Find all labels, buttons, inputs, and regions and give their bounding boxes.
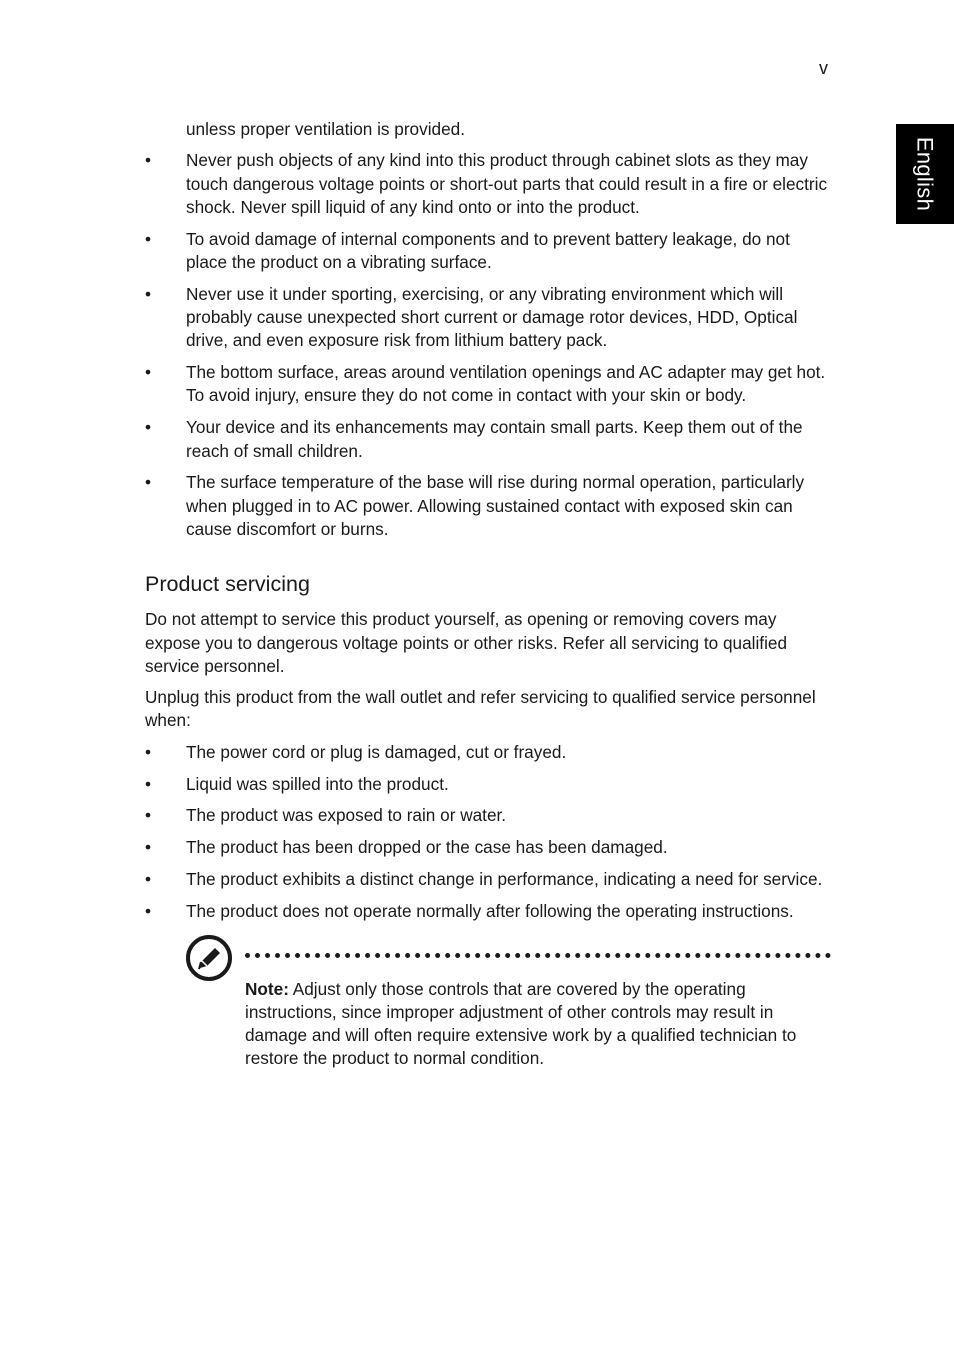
safety-bullet-list: [145, 149, 835, 541]
note-body: Adjust only those controls that are covered by the operating instructions, since improper adjustment of other controls may result in damage and will often require extensive work by a qualified technician to restore the product to normal condition.: [245, 978, 797, 1069]
list-item-text: Liquid was spilled into the product.: [186, 773, 449, 794]
note-box: [145, 932, 835, 1072]
bullet-icon: •: [145, 805, 152, 826]
list-item: [145, 471, 835, 541]
list-item-text: Never push objects of any kind into this product through cabinet slots as they may touch dangerous voltage points or short-out parts that could result in a fire or electric shock. Never spill liquid of any kind onto or into the product.: [186, 150, 828, 217]
note-dotted-rule: [245, 953, 831, 958]
list-item-text: The product has been dropped or the case has been damaged.: [186, 837, 668, 858]
list-item-text: Never use it under sporting, exercising, or any vibrating environment which will probably cause unexpected short current or damage rotor devices, HDD, Optical drive, and even exposure risk from lithium battery pack.: [186, 283, 798, 351]
bullet-icon: •: [145, 472, 152, 493]
list-item-text: The product exhibits a distinct change in performance, indicating a need for service.: [186, 868, 823, 889]
list-item: [145, 804, 835, 827]
servicing-paragraph: Do not attempt to service this product yourself, as opening or removing covers may expose you to dangerous voltage points or other risks. Refer all servicing to qualified service personnel.: [145, 609, 788, 676]
page-content: [145, 118, 835, 1072]
servicing-bullet-list: [145, 741, 835, 923]
servicing-paragraph: Unplug this product from the wall outlet and refer servicing to qualified service personnel when:: [145, 687, 816, 731]
bullet-icon: •: [145, 417, 152, 438]
language-tab-label: English: [912, 136, 938, 212]
bullet-icon: •: [145, 228, 152, 249]
bullet-icon: •: [145, 150, 152, 171]
list-item: [145, 773, 835, 796]
language-tab: [896, 124, 954, 224]
bullet-icon: •: [145, 362, 152, 383]
list-item: [145, 149, 835, 219]
bullet-icon: •: [145, 837, 152, 858]
list-item: [145, 228, 835, 275]
list-item-text: Your device and its enhancements may contain small parts. Keep them out of the reach of small children.: [186, 417, 803, 461]
list-item: [145, 741, 835, 764]
bullet-icon: •: [145, 900, 152, 921]
list-item: [145, 361, 835, 408]
list-item: [145, 900, 835, 923]
continuation-text: unless proper ventilation is provided.: [186, 119, 465, 139]
section-heading: Product servicing: [145, 572, 310, 597]
bullet-icon: •: [145, 283, 152, 304]
list-item-text: The product does not operate normally after following the operating instructions.: [186, 900, 794, 921]
list-item-text: The surface temperature of the base will rise during normal operation, particularly when plugged in to AC power. Allowing sustained contact with exposed skin can cause discomfort or burns.: [186, 472, 805, 539]
list-item: [145, 416, 835, 463]
list-item-text: The power cord or plug is damaged, cut or frayed.: [186, 741, 567, 762]
list-item-text: The product was exposed to rain or water.: [186, 805, 507, 826]
list-item: [145, 868, 835, 891]
bullet-icon: •: [145, 741, 152, 762]
bullet-icon: •: [145, 868, 152, 889]
list-item: [145, 836, 835, 859]
note-text: [245, 978, 815, 1071]
note-label: Note:: [245, 978, 289, 999]
list-item: [145, 283, 835, 353]
list-item-text: The bottom surface, areas around ventilation openings and AC adapter may get hot. To avoid injury, ensure they do not come in contact with your skin or body.: [186, 362, 826, 406]
list-item-text: To avoid damage of internal components and to prevent battery leakage, do not place the product on a vibrating surface.: [186, 228, 790, 272]
page-number: v: [819, 58, 828, 78]
bullet-icon: •: [145, 773, 152, 794]
note-pen-icon: [185, 934, 233, 982]
